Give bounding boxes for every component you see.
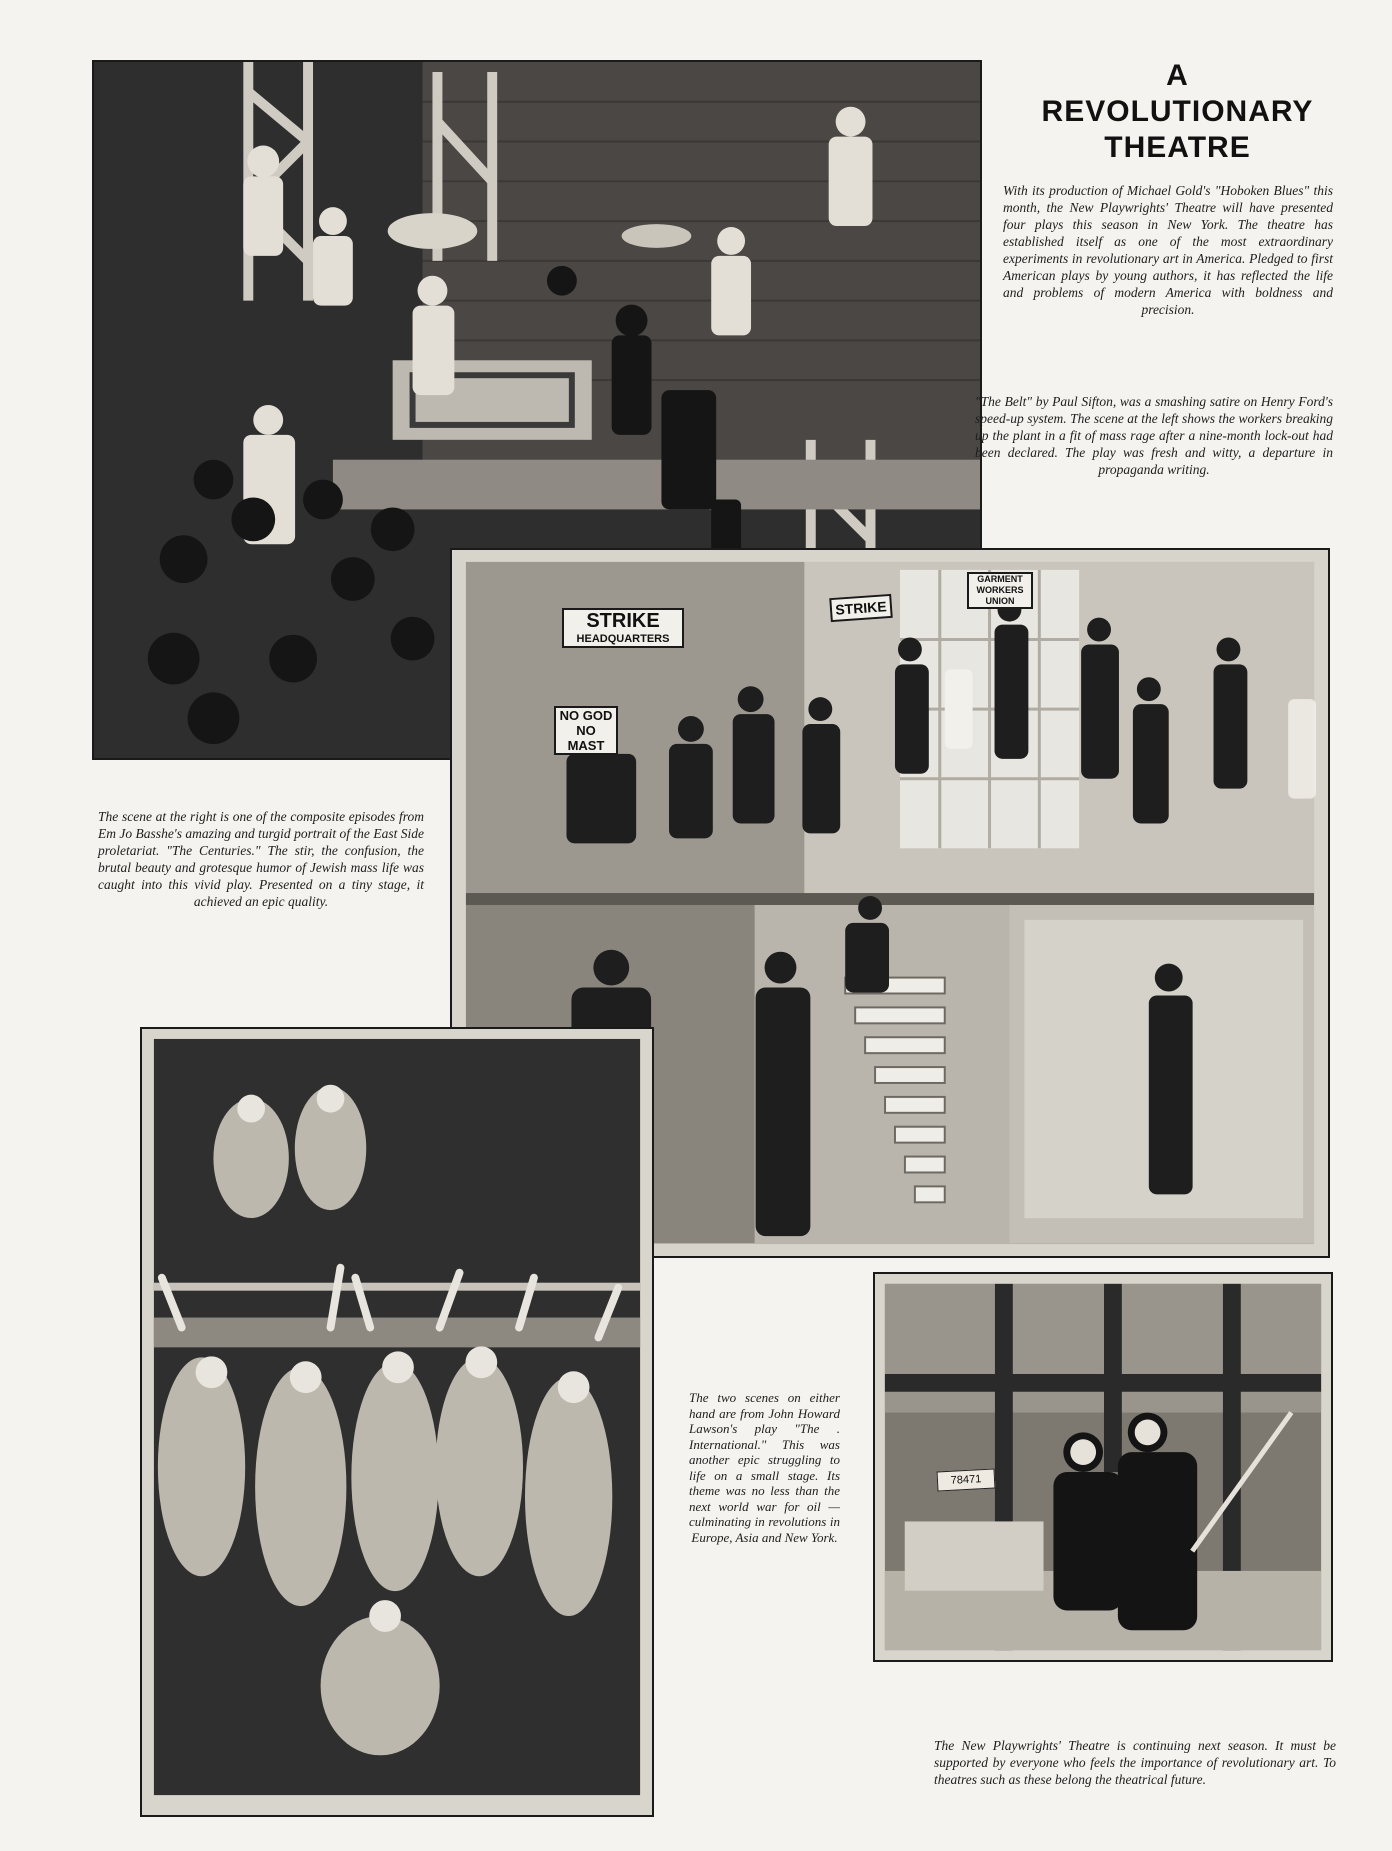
duo-scene-illustration — [875, 1274, 1331, 1660]
no-god-sign — [554, 706, 618, 755]
headline-line-1: A — [1166, 59, 1189, 92]
number-plate: 78471 — [937, 1468, 996, 1491]
strike-hq-line-1: STRIKE — [586, 610, 660, 632]
union-sign — [967, 572, 1033, 609]
centuries-caption: The scene at the right is one of the composite episodes from Em Jo Basshe's amazing and turgid portrait of the East Side proletariat. "The Centuries." The stir, the confusion, the brutal beauty and grotesque humor of Jewish mass life was caught into this vivid play. Presented on a tiny stage, it achieved an epic quality. — [98, 809, 424, 909]
no-god-line-3: MAST — [567, 738, 605, 753]
international-caption: The two scenes on either hand are from John Howard Lawson's play "The . International." This was another epic struggling to life on a small stage. Its theme was no less than the next world war for oil — culminating in revolutions in Europe, Asia and New York. — [689, 1390, 840, 1545]
closing-paragraph: The New Playwrights' Theatre is continuing next season. It must be supported by everyone who feels the importance of revolutionary art. To theatres such as these belong the theatrical future. — [934, 1738, 1336, 1787]
headline-line-3: THEATRE — [1104, 131, 1251, 164]
headline-line-2: REVOLUTIONARY — [1041, 95, 1314, 128]
belt-caption: "The Belt" by Paul Sifton, was a smashing satire on Henry Ford's speed-up system. The scene at the left shows the workers breaking up the plant in a fit of mass rage after a nine-month lock-out had been declared. The play was fresh and witty, a departure in propaganda writing. — [975, 394, 1333, 477]
chorus-scene-illustration — [142, 1029, 652, 1815]
strike-hq-line-2: HEADQUARTERS — [576, 633, 670, 645]
union-line-1: GARMENT — [977, 574, 1023, 584]
union-line-3: UNION — [985, 596, 1015, 606]
strike-headquarters-sign — [562, 608, 684, 648]
photo-international-chorus — [140, 1027, 654, 1817]
union-line-2: WORKERS — [976, 585, 1024, 595]
no-god-line-1: NO GOD — [559, 708, 613, 723]
article-headline — [1005, 58, 1350, 166]
intro-paragraph: With its production of Michael Gold's "Hoboken Blues" this month, the New Playwrights' Theatre will have presented four plays this season in New York. The theatre has established itself as one of the most extraordinary experiments in revolutionary art in America. Pledged to first American plays by young authors, it has reflected the life and problems of modern America with boldness and precision. — [1003, 183, 1333, 317]
strike-placard: STRIKE — [829, 594, 893, 622]
no-god-line-2: NO — [576, 723, 596, 738]
photo-international-duo — [873, 1272, 1333, 1662]
